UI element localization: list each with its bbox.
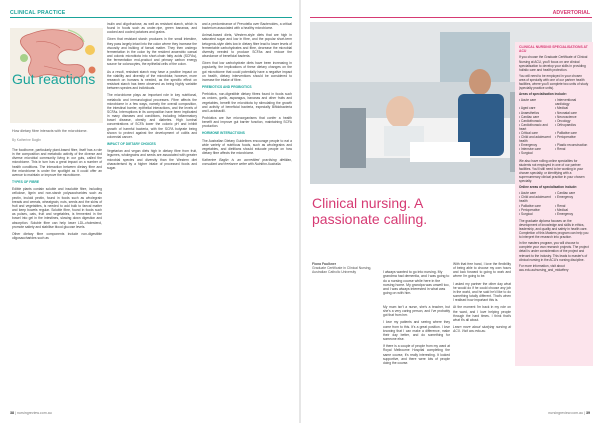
article-credit: By Katherine Baglin xyxy=(12,138,41,142)
subheading: HORMONE INTERACTIONS xyxy=(202,131,245,136)
quote-text: I always wanted to go into nursing. My grandma had dementia, and I was going to do a nursing course while here in the nursing home. My grandpa was unwell too, and I was always interested in what was going on with him. xyxy=(383,270,450,296)
online-area-item: • Medical xyxy=(555,208,589,212)
paragraph: Given that low carbohydrate diets have been increasing in popularity, the implications of these dietary changes on the gut microbiome that could potentially have a negative impact on health, dietary interventions should be considered to increase the intake of fibre. xyxy=(202,61,292,82)
area-item: • Acute care xyxy=(519,98,553,106)
footer-site: nursingreview.com.au xyxy=(16,411,52,415)
area-item: • Intensive care xyxy=(519,147,553,151)
online-area-item: • Emergency xyxy=(555,195,589,203)
section-rule xyxy=(310,17,592,18)
pull-quote xyxy=(383,270,450,296)
area-item: • Orthopaedics xyxy=(555,123,589,131)
paragraph: The Australian Dietary Guidelines encourage people to eat a wide variety of nutritious foods, such as wholegrains and vegetables, and dietitians should educate people on how dietary fibre affects the microbiome. xyxy=(202,138,292,156)
area-item: • Anaesthetics xyxy=(519,111,553,115)
page-number: 39 xyxy=(586,411,590,415)
area-item: • Surgical xyxy=(519,151,553,155)
column-1 xyxy=(12,148,102,243)
author-bio: Katherine Baglin is an accredited practising dietitian, consultant and freelance writer with Nutrition Australia. xyxy=(202,158,292,167)
paragraph: The foodborne, particularly plant-based fibre, itself has a role in the composition and metabolic activity of the diverse and diverse microbial community living in our guts, called the microbiome. This in turn has a great impact on a number of health conditions. The interaction between dietary fibre and the microbiome is under the spotlight as it could offer an avenue to maintain or improve the microbiome. xyxy=(12,148,102,177)
area-item: • Renal xyxy=(555,147,589,151)
online-area-item: • Emergency xyxy=(555,212,589,216)
box-intro: If you choose the Graduate Certificate of Clinical Nursing at ACU, you'll focus on one clinical specialisation to develop your skills in providing holistic care and health protection. xyxy=(519,55,588,72)
online-areas-list xyxy=(519,191,589,216)
subheading: PREBIOTICS AND PROBIOTICS xyxy=(202,85,252,90)
areas-list xyxy=(519,98,589,155)
paragraph: inulin and oligofructose, as well as resistant starch, which is found in foods such as under-ripe, green bananas, and cooked and cooled potatoes and grains. xyxy=(107,22,197,35)
page-number: 38 xyxy=(10,411,14,415)
paragraph: and a predominance of Prevotella over Bacteroides, a critical bacterium associated with a healthy microbiome. xyxy=(202,22,292,31)
footer-site: nursingreview.com.au xyxy=(548,411,584,415)
area-item: • Cardiac care xyxy=(519,115,553,119)
box-closing: The graduate diploma focuses on the development of knowledge and skills in ethics, leadership, and quality and safety in health care. Completion of this Masters program can help you to interpret the research into practice. xyxy=(519,218,589,240)
article-title: Gut reactions xyxy=(12,71,96,87)
paragraph: As a result, resistant starch may have a positive impact on the viability and diversity of the microbiota; however, more research on humans is needed, as the specific effect on resistant starch has been observed as being highly variable between species and individuals. xyxy=(107,69,197,91)
area-item: • Palliative care xyxy=(555,131,589,135)
specialisations-box xyxy=(515,42,593,366)
areas-label: Areas of specialisation include: xyxy=(519,92,567,97)
paragraph: Edible plants contain soluble and insoluble fibre, including cellulose, lignin and non-starch polysaccharides such as pectin, inuloid pectin, found in foods such as wholegrain breads and cereals, wheatgrain, nuts, seeds and the skins of fruit and vegetables, is needed to add bulk to faecal matter and keep bowels regular. Soluble fibre, found in foods such as pulses, oats, fruit and vegetables, is fermented in the bowel into gel in the intestines, slowing down digestion and absorption. Soluble fibre can help lower LDL-cholesterol, promote satiety and stabilise blood glucose levels. xyxy=(12,187,102,229)
right-page xyxy=(300,0,600,423)
column-2 xyxy=(107,22,197,173)
area-item: • Medical xyxy=(555,106,589,110)
online-areas-label: Online areas of specialisation include: xyxy=(519,185,578,190)
paragraph: My mum isn't a nurse, she's a teacher, but she's a very caring person, and I've probably got that from her. xyxy=(383,305,450,318)
article-caption: How dietary fibre interacts with the microbiome. xyxy=(12,129,88,133)
online-area-item: • Child and adolescent health xyxy=(519,195,553,203)
online-area-item: • Perioperative xyxy=(519,208,553,212)
column-middle xyxy=(383,305,450,368)
online-area-item: • Palliative care xyxy=(519,204,553,208)
paragraph: Other dietary fibre components include non-digestible oligosaccharides such as xyxy=(12,231,102,240)
area-item: • Perioperative xyxy=(555,135,589,143)
column-right xyxy=(453,262,511,336)
paragraph: Animal-based diets, Western-style diets that are high in saturated sugar and low in fibre, and the popular short-term ketogenic-style diets low in dietary fibre lead to lower levels of fermentable carbohydrates and fibre, decrease the microbial diversity needed to produce SCFAs and reduce the abundance of beneficial bacteria. xyxy=(202,33,292,59)
area-item: • Child and adolescent health xyxy=(519,135,553,143)
paragraph: Probiotics are live microorganisms that confer a health benefit and improve gut barrier function, maintaining SCFA production. xyxy=(202,115,292,129)
area-item: • Aged care xyxy=(519,106,553,110)
byline xyxy=(312,262,382,275)
area-item: • Oncology xyxy=(555,119,589,123)
area-item: • Interventional cardiology xyxy=(555,98,589,106)
paragraph: I asked my partner the other day what he would do if he could choose any job in the world, and he said he'd like to do something totally different. That's when I realised how important this is. xyxy=(453,281,511,303)
paragraph: At the moment I'm back in my role on the ward, and I love helping people through the hard times. I think that's what it's all about. xyxy=(453,305,511,322)
column-3 xyxy=(202,22,292,170)
area-item: • Neuroscience xyxy=(555,115,589,119)
area-item: • Emergency xyxy=(519,143,553,147)
subheading: IMPACT OF DIETARY CHOICES xyxy=(107,142,156,147)
box-closing-2: In the masters program, you will choose to complete your own research projects. The project detail is under consideration of the project and relevant to the industry. This leads to master's of clinical nursing in the ACU's nursing discipline. xyxy=(519,241,589,262)
online-area-item: • Surgical xyxy=(519,212,553,216)
call-to-action: Learn more about studying nursing at ACU. Visit acu.edu.au. xyxy=(453,325,511,334)
area-item: • Critical care xyxy=(519,131,553,135)
online-area-item: • Cardiac care xyxy=(555,191,589,195)
online-area-item: • Acute care xyxy=(519,191,553,195)
area-item: • Plastic reconstruction xyxy=(555,143,589,147)
box-more-info: For more information, visit about acu.edu.au/nursing_and_midwifery xyxy=(519,263,569,272)
area-item: • Neonatal care xyxy=(555,111,589,115)
advertorial-title: Clinical nursing. A passionate calling. xyxy=(312,195,428,227)
box-intro-2: You will need to be employed in your chosen area of specialty with one of our partner health facilities, where you'll complete two units of study (specialty practice units). xyxy=(519,73,589,91)
paragraph: The microbiome plays an important role in key nutritional, metabolic and immunological processes. Fibre affects the microbiome in a few ways, namely the overall composition, the intestinal barrier, epithelial interactions, and the levels of SCFAs. Interruptions in its composition have been implicated in many diseases and conditions, including inflammatory bowel disease, obesity and diabetes. High luminal concentrations of SCFA lower the colonic pH and inhibit growth of harmful bacteria, with the SCFA butyrate being shown to protect against the development of colitis and colorectal cancer. xyxy=(107,93,197,139)
section-rule xyxy=(10,17,292,18)
online-area-item: • Renal xyxy=(555,204,589,208)
box-note: We also have rolling online specialties for students not employed in one of our partner facilities. You'll still need to be working in your chosen specialty, or identifying with a supernumerary clinical practice in your chosen specialty. xyxy=(519,158,585,184)
byline-name: Fiona Faulkner xyxy=(312,262,337,266)
paragraph: If there is a couple of people from my ward at Royal Melbourne Hospital completing the same course, it's really interesting. It looked supportive, and there were lots of people doing the course. xyxy=(383,344,450,365)
section-heading: ADVERTORIAL xyxy=(552,10,590,16)
paragraph: Prebiotics, non-digestible dietary fibres found in foods such as onions, garlic, asparagus, bananas and other fruits and vegetables, benefit the microbiota by stimulating the growth and activity of beneficial bacteria, especially Bifidobacteria and Lactobacilli. xyxy=(202,92,292,113)
section-heading: CLINICAL PRACTICE xyxy=(10,10,66,16)
paragraph: I love my patients and seeing where they come from to this. It's a great position. I love knowing that I can make a difference, make their day better, and do something for someone else. xyxy=(383,320,450,342)
paragraph: Vegetarian and vegan diets high in dietary fibre from fruit, legumes, wholegrains and seeds are associated with greater microbial species and diversity than the Western diet characterised by a higher intake of processed foods and sugar. xyxy=(107,149,197,170)
area-item: • Cardiothoracic xyxy=(519,119,553,123)
page-footer: nursingreview.com.au | 39 xyxy=(548,411,590,415)
paragraph: Given that resistant starch produces in the small intestine, they pass largely intact into the colon where they increase the viscosity and bulking of faecal matter. They then undergo fermentation in the colon by the resident anaerobic caecal and colonic microbiota into short-chain fatty acids (SCFAs), the fermentation end-product and primary carbon energy source for colonocytes, the epithelial cells of the colon. xyxy=(107,37,197,67)
box-heading: CLINICAL NURSING SPECIALISATIONS AT ACU xyxy=(519,45,588,54)
paragraph: With that free hand, I love the flexibility of being able to choose my own hours and look forward to going to work and where I'm going to be. xyxy=(453,262,511,279)
byline-role: Graduate Certificate in Clinical Nursing, Australian Catholic University xyxy=(312,266,372,275)
subheading: TYPES OF FIBRE xyxy=(12,180,40,185)
page-footer: 38 | nursingreview.com.au xyxy=(10,411,52,415)
area-item: • Cardiothoracic and heart xyxy=(519,123,553,131)
